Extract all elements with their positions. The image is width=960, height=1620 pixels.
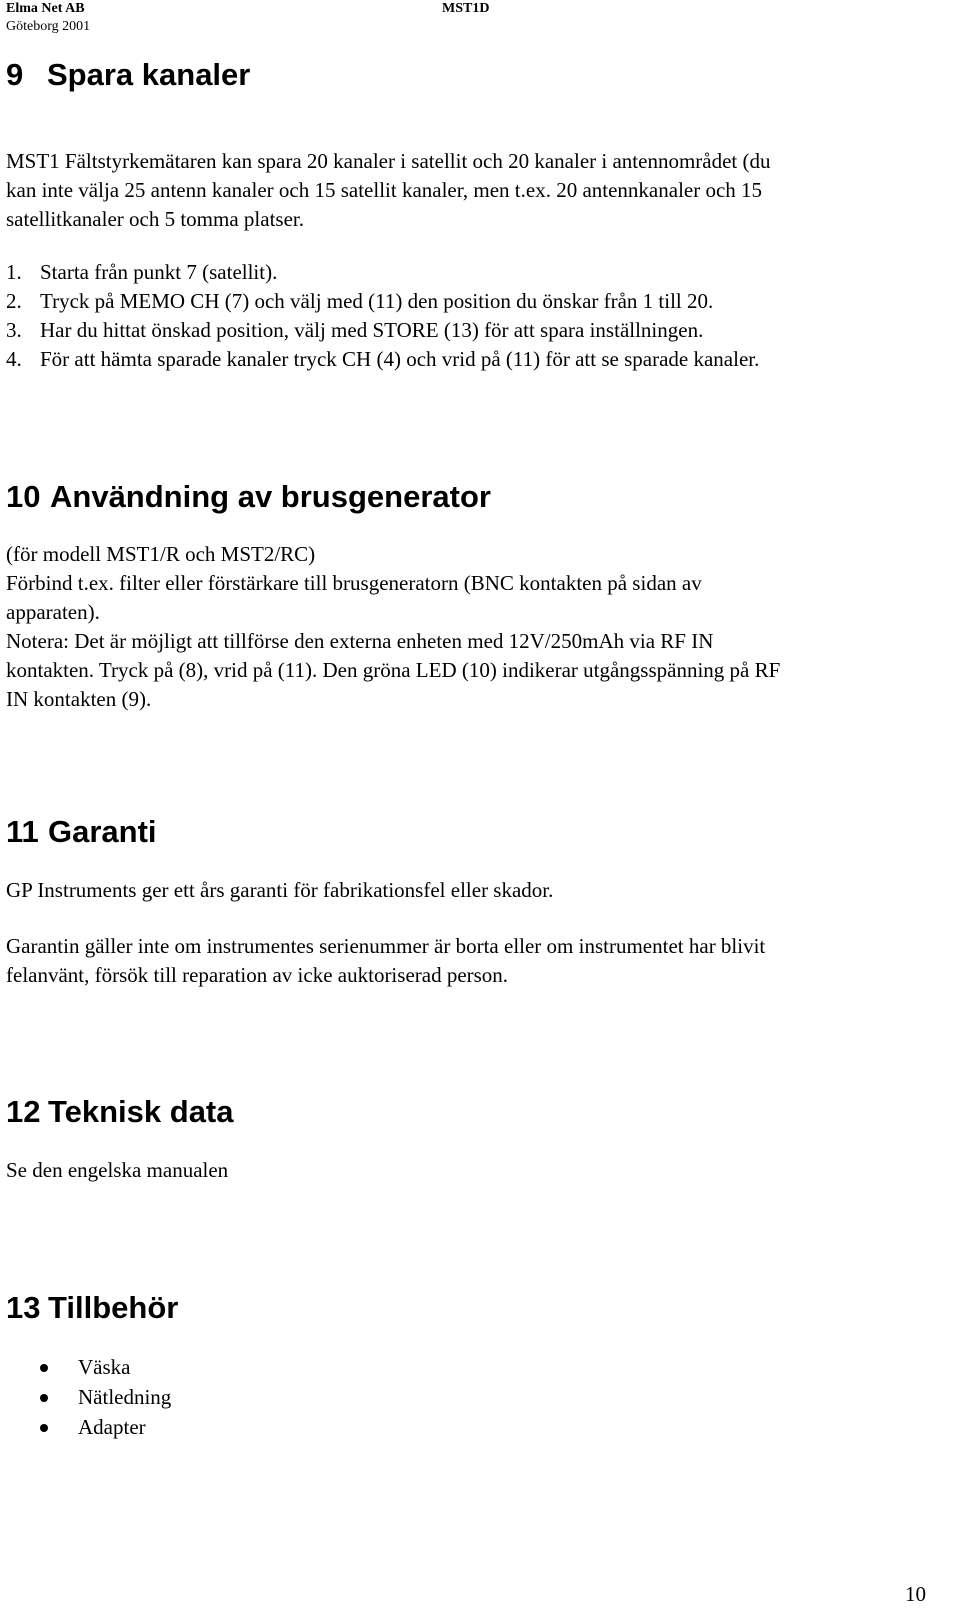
section-number: 9: [6, 57, 24, 92]
section-title: Tillbehör: [48, 1290, 179, 1325]
step-item: [6, 316, 703, 345]
section-title: Garanti: [48, 814, 157, 849]
step-item: [6, 345, 759, 374]
accessory-name: Nätledning: [78, 1385, 172, 1409]
section-number: 10: [6, 479, 41, 514]
paragraph-line: apparaten).: [6, 600, 100, 624]
bullet-icon: [40, 1424, 48, 1432]
section-11-heading: [6, 814, 157, 850]
page-header-left: [6, 0, 90, 36]
bullet-icon: [40, 1364, 48, 1372]
step-text: Tryck på MEMO CH (7) och välj med (11) den position du önskar från 1 till 20.: [40, 289, 714, 313]
paragraph-line: (för modell MST1/R och MST2/RC): [6, 542, 316, 566]
paragraph-line: Notera: Det är möjligt att tillförse den externa enheten med 12V/250mAh via RF IN: [6, 629, 714, 653]
paragraph-line: satellitkanaler och 5 tomma platser.: [6, 207, 304, 231]
step-number: 4.: [6, 347, 22, 371]
section-11-para-1: [6, 876, 926, 905]
step-item: [6, 258, 277, 287]
step-number: 1.: [6, 260, 22, 284]
section-12-body: [6, 1156, 926, 1185]
section-title: Användning av brusgenerator: [50, 479, 491, 514]
paragraph-line: GP Instruments ger ett års garanti för fabrikationsfel eller skador.: [6, 878, 554, 902]
section-9-heading: [6, 57, 250, 93]
section-12-heading: [6, 1094, 234, 1130]
section-9-intro: [6, 147, 926, 234]
section-10-heading: [6, 479, 491, 515]
paragraph-line: kontakten. Tryck på (8), vrid på (11). Den gröna LED (10) indikerar utgångsspänning på RF: [6, 658, 781, 682]
step-text: Har du hittat önskad position, välj med STORE (13) för att spara inställningen.: [40, 318, 704, 342]
section-title: Spara kanaler: [47, 57, 251, 92]
paragraph-line: MST1 Fältstyrkemätaren kan spara 20 kanaler i satellit och 20 kanaler i antennområdet (du: [6, 149, 771, 173]
accessory-name: Adapter: [78, 1415, 146, 1439]
accessory-name: Väska: [78, 1355, 131, 1379]
section-number: 13: [6, 1290, 41, 1325]
section-title: Teknisk data: [48, 1094, 234, 1129]
step-item: [6, 287, 713, 316]
step-number: 3.: [6, 318, 22, 342]
section-number: 11: [6, 814, 39, 849]
paragraph-line: Garantin gäller inte om instrumentes serienummer är borta eller om instrumentet har blivit: [6, 934, 766, 958]
step-text: Starta från punkt 7 (satellit).: [40, 260, 278, 284]
bullet-icon: [40, 1394, 48, 1402]
location-year: Göteborg 2001: [6, 19, 91, 34]
model-name: MST1D: [442, 1, 490, 16]
paragraph-line: Se den engelska manualen: [6, 1158, 229, 1182]
step-number: 2.: [6, 289, 22, 313]
page-number: 10: [905, 1582, 926, 1606]
section-13-heading: [6, 1290, 178, 1326]
section-number: 12: [6, 1094, 41, 1129]
paragraph-line: Förbind t.ex. filter eller förstärkare till brusgeneratorn (BNC kontakten på sidan av: [6, 571, 702, 595]
paragraph-line: felanvänt, försök till reparation av icke auktoriserad person.: [6, 963, 509, 987]
company-name: Elma Net AB: [6, 1, 85, 16]
paragraph-line: kan inte välja 25 antenn kanaler och 15 satellit kanaler, men t.ex. 20 antennkanaler och 15: [6, 178, 763, 202]
paragraph-line: IN kontakten (9).: [6, 687, 152, 711]
section-11-para-2: [6, 932, 926, 990]
section-10-body: [6, 540, 926, 714]
step-text: För att hämta sparade kanaler tryck CH (4) och vrid på (11) för att se sparade kanaler.: [40, 347, 760, 371]
